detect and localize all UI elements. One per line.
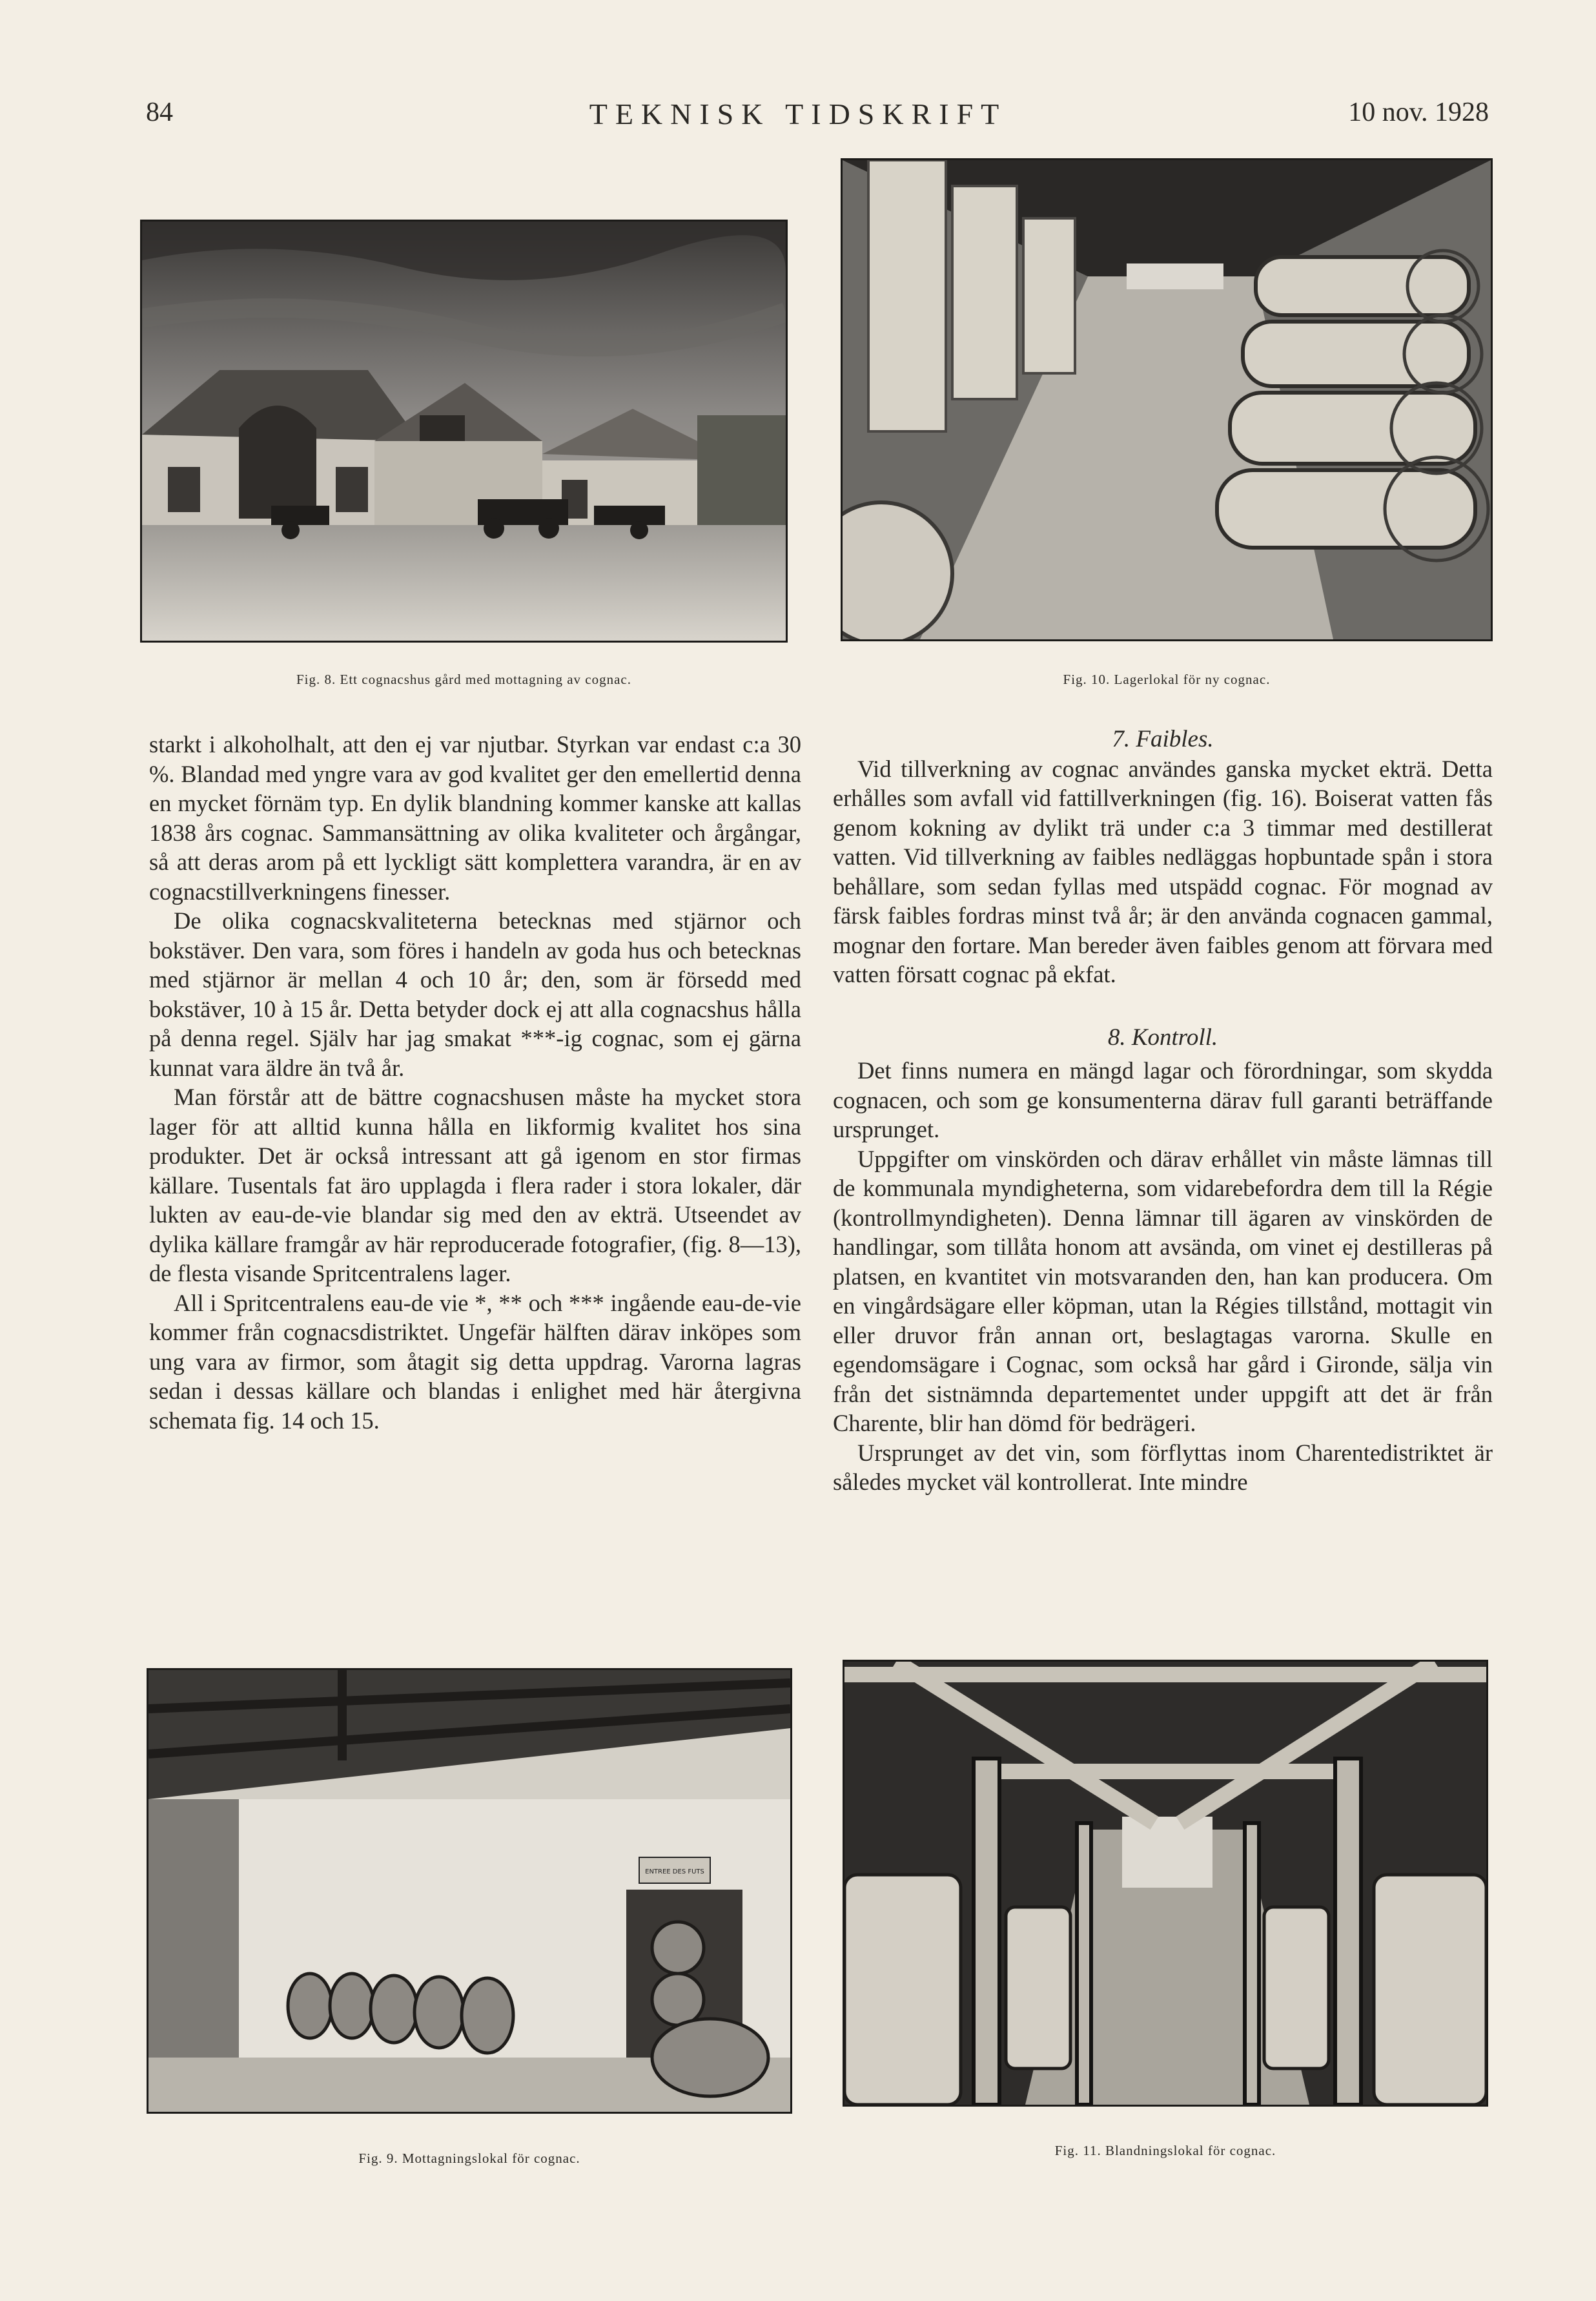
reception-room-image [148, 1670, 790, 2112]
journal-title: TEKNISK TIDSKRIFT [589, 98, 1007, 130]
fig8-caption: Fig. 8. Ett cognacshus gård med mottagning av cognac. [296, 672, 631, 687]
section-heading-kontroll: 8. Kontroll. [1107, 1024, 1218, 1051]
paragraph: Man förstår att de bättre cognacshusen måste ha mycket stora lager för att alltid kunna hålla en likformig kvalitet hos sina produkter. Det är också intressant att gå igenom en stor firmas källare. Tusentals fat äro upplagda i flera rader i stora lokaler, där lukten av eau-de-vie blandar sig med den av ekträ. Utseendet av dylika källare framgår av här reproducerade fotografier, (fig. 8—13), de flesta visande Spritcentralens lager. [149, 1084, 801, 1286]
blending-room-image [844, 1662, 1486, 2105]
paragraph: starkt i alkoholhalt, att den ej var njutbar. Styrkan var endast c:a 30 %. Blandad med yngre vara av god kvalitet ger den emellertid denna en mycket förnäm typ. En dylik blandning kommer kanske att kallas 1838 års cognac. Sammansättning av olika kvaliteter och årgångar, så att deras arom på ett lyckligt sätt komplettera varandra, är en av cognacstillverkningens finesser. [149, 731, 801, 905]
issue-date: 10 nov. 1928 [1348, 98, 1489, 127]
fig9-caption: Fig. 9. Mottagningslokal för cognac. [358, 2151, 580, 2166]
right-text-column [833, 725, 1493, 1497]
entrance-sign: ENTREE DES FUTS [645, 1868, 704, 1875]
left-text-column [149, 730, 801, 1435]
fig11-caption: Fig. 11. Blandningslokal för cognac. [1054, 2143, 1276, 2158]
courtyard-image [142, 222, 786, 641]
fig8-photo [140, 220, 788, 643]
fig10-caption: Fig. 10. Lagerlokal för ny cognac. [1063, 672, 1271, 687]
section-heading-faibles: 7. Faibles. [1112, 726, 1214, 752]
fig11-photo [843, 1660, 1488, 2107]
paragraph: Det finns numera en mängd lagar och förordningar, som skydda cognacen, och som ge konsumenterna därav full garanti beträffande ursprunget. [833, 1057, 1493, 1142]
paragraph: De olika cognacskvaliteterna betecknas med stjärnor och bokstäver. Den vara, som föres i handeln av goda hus och betecknas med stjärnor är mellan 4 och 10 år; den, som är försedd med bokstäver, 10 à 15 år. Detta betyder dock ej att alla cognacshus hålla på denna regel. Själv har jag smakat ***-ig cognac, som ej gärna kunnat vara äldre än två år. [149, 907, 801, 1081]
barrel-storage-image [843, 160, 1491, 639]
paragraph: Ursprunget av det vin, som förflyttas inom Charentedistriktet är således mycket väl kontrollerat. Inte mindre [833, 1439, 1493, 1495]
paragraph: Uppgifter om vinskörden och därav erhållet vin måste lämnas till de kommunala myndigheterna, som vidarebefordra dem till la Régie (kontrollmyndigheten). Denna lämnar till ägaren av vinskörden de handlingar, som tillåta honom att avsända, om vinet ej destilleras på platsen, en kvantitet vin motsvaranden den, han kan producera. Om en vingårdsägare eller köpman, utan la Régies tillstånd, mottagit vin eller druvor från annan ort, beslagtagas varorna. Skulle en egendomsägare i Cognac, som också har gård i Gironde, sälja vin från det sistnämnda departementet under uppgift att det är från Charente, blir han dömd för bedrägeri. [833, 1145, 1493, 1436]
page-number: 84 [146, 98, 173, 127]
fig10-photo [841, 158, 1493, 641]
paragraph: Vid tillverkning av cognac användes ganska mycket ekträ. Detta erhålles som avfall vid fattillverkningen (fig. 16). Boiserat vatten fås genom kokning av dylikt trä under c:a 3 timmar med destillerat vatten. Vid tillverkning av faibles nedläggas hopbuntade spån i stora behållare, som sedan fyllas med utspädd cognac. För mognad av färsk faibles fordras minst två år; är den använda cognacen gammal, mognar den fortare. Man bereder även faibles genom att förvara med vatten försatt cognac på ekfat. [833, 755, 1493, 987]
fig9-photo [147, 1668, 792, 2114]
paragraph: All i Spritcentralens eau-de vie *, ** och *** ingående eau-de-vie kommer från cognacsdistriktet. Ungefär hälften därav inköpes som ung vara av firmor, som åtagit sig detta uppdrag. Varorna lagras sedan i dessas källare och blandas i enlighet med här återgivna schemata fig. 14 och 15. [149, 1289, 801, 1434]
